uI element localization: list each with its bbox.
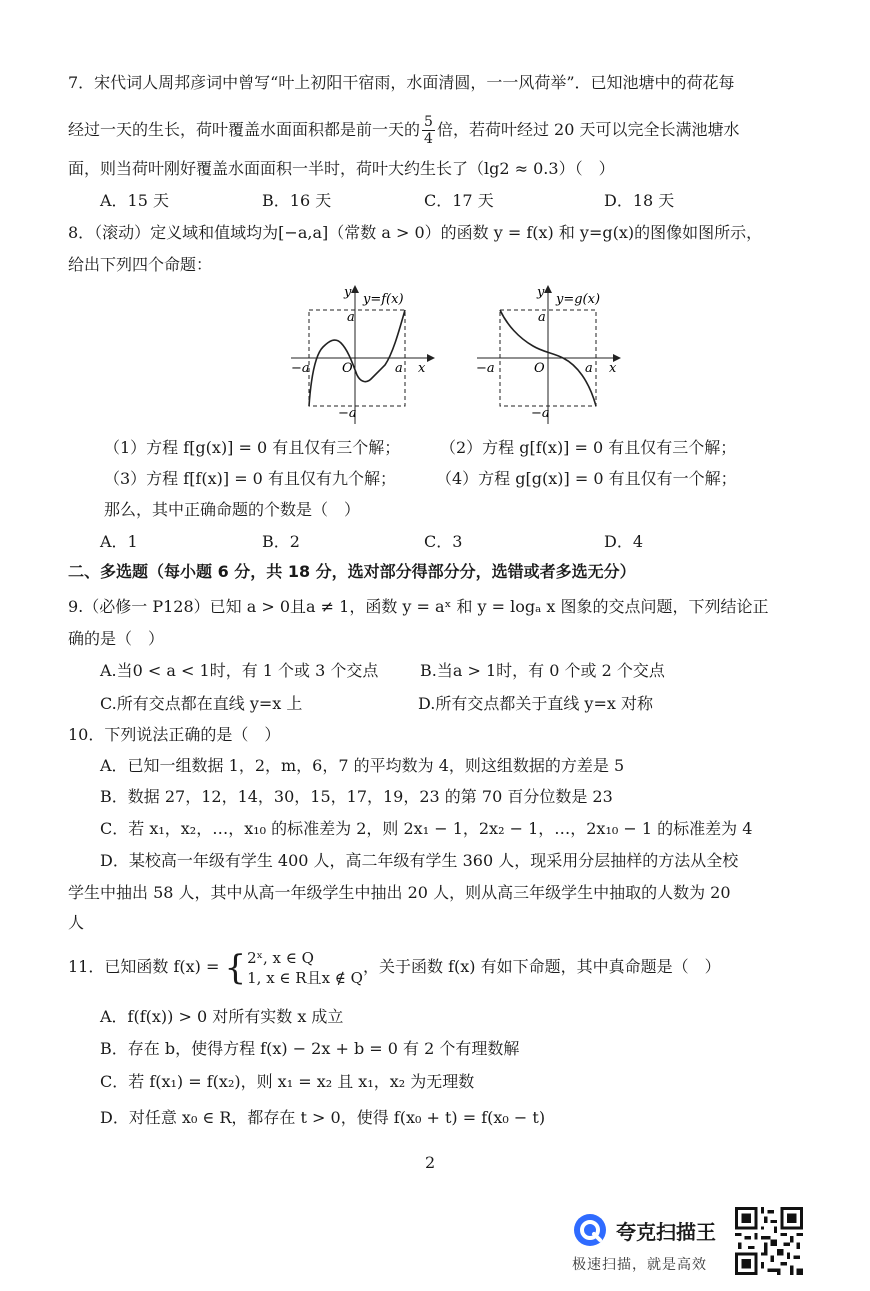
q10-option-d-line2: 学生中抽出 58 人，其中从高一年级学生中抽出 20 人，则从高三年级学生中抽取的人数为 20 bbox=[68, 883, 731, 902]
q8-proposition-4: （4）方程 g[g(x)] = 0 有且仅有一个解； bbox=[436, 469, 737, 488]
q9-option-c: C.所有交点都在直线 y=x 上 bbox=[100, 694, 303, 713]
graph-g-a-right: a bbox=[585, 361, 593, 376]
graph-f-y-arrow bbox=[351, 285, 359, 293]
graph-f-origin: O bbox=[342, 361, 353, 376]
graph-g-x-label: x bbox=[609, 361, 617, 376]
q8-line1: 8．（滚动）定义域和值域均为[−a,a]（常数 a > 0）的函数 y = f(x) 和 y=g(x)的图像如图所示， bbox=[68, 223, 763, 242]
graph-g-origin: O bbox=[534, 361, 545, 376]
q8-option-c: C．3 bbox=[424, 532, 463, 551]
graph-f-a-top: a bbox=[347, 310, 355, 325]
graph-f-y-label: y bbox=[344, 285, 352, 300]
brand-name: 夸克扫描王 bbox=[616, 1220, 716, 1244]
q11-tail: ，关于函数 f(x) 有如下命题，其中真命题是（ ） bbox=[362, 957, 721, 976]
q11-case-2: 1, x ∈ R且x ∉ Q bbox=[247, 968, 363, 987]
graph-g-y-label: y bbox=[537, 285, 545, 300]
q9-line2: 确的是（ ） bbox=[68, 629, 165, 648]
graph-f-x-arrow bbox=[427, 354, 435, 362]
graph-f-x-label: x bbox=[418, 361, 426, 376]
q11-lead: 11．已知函数 f(x) = bbox=[68, 957, 220, 976]
page-number: 2 bbox=[425, 1153, 436, 1172]
q8-option-b: B．2 bbox=[262, 532, 300, 551]
q11-stem bbox=[68, 947, 721, 988]
graph-g bbox=[473, 283, 623, 425]
graph-g-func-label: y=g(x) bbox=[556, 292, 601, 307]
brand-slogan: 极速扫描，就是高效 bbox=[572, 1257, 707, 1273]
graph-g-y-arrow bbox=[544, 285, 552, 293]
graph-g-neg-a-left: −a bbox=[476, 361, 495, 376]
q7-line2b: 倍，若荷叶经过 20 天可以完全长满池塘水 bbox=[436, 120, 740, 139]
q7-option-a: A．15 天 bbox=[100, 191, 170, 210]
q11-option-b: B．存在 b，使得方程 f(x) − 2x + b = 0 有 2 个有理数解 bbox=[100, 1039, 520, 1058]
q7-frac-num: 5 bbox=[424, 114, 433, 130]
q8-ask: 那么，其中正确命题的个数是（ ） bbox=[104, 500, 361, 519]
quark-logo-icon bbox=[572, 1212, 608, 1248]
q10-option-a: A．已知一组数据 1，2，m，6，7 的平均数为 4，则这组数据的方差是 5 bbox=[100, 756, 625, 775]
q11-option-d: D．对任意 x₀ ∈ R，都存在 t > 0，使得 f(x₀ + t) = f(x₀ − t) bbox=[100, 1108, 546, 1127]
q8-proposition-1: （1）方程 f[g(x)] = 0 有且仅有三个解； bbox=[104, 438, 401, 457]
q10-option-d-line1: D．某校高一年级有学生 400 人，高二年级有学生 360 人，现采用分层抽样的方法从全校 bbox=[100, 851, 739, 870]
q8-proposition-3: （3）方程 f[f(x)] = 0 有且仅有九个解； bbox=[104, 469, 396, 488]
graph-f-func-label: y=f(x) bbox=[363, 292, 404, 307]
q7-fraction bbox=[422, 114, 435, 147]
q9-option-d: D.所有交点都关于直线 y=x 对称 bbox=[418, 694, 653, 713]
q9-option-a: A.当0 < a < 1时，有 1 个或 3 个交点 bbox=[100, 661, 379, 680]
q8-option-d: D．4 bbox=[604, 532, 644, 551]
graph-f-a-right: a bbox=[395, 361, 403, 376]
q7-line3: 面，则当荷叶刚好覆盖水面面积一半时，荷叶大约生长了（lg2 ≈ 0.3）（ ） bbox=[68, 159, 615, 178]
q11-brace: { bbox=[224, 947, 247, 988]
q9-line1: 9.（必修一 P128）已知 a > 0且a ≠ 1，函数 y = aˣ 和 y = logₐ x 图象的交点问题，下列结论正 bbox=[68, 597, 769, 616]
q7-option-c: C．17 天 bbox=[424, 191, 494, 210]
q10-line1: 10．下列说法正确的是（ ） bbox=[68, 725, 281, 744]
q7-option-b: B．16 天 bbox=[262, 191, 332, 210]
q8-line2: 给出下列四个命题： bbox=[68, 255, 213, 274]
q11-case-1: 2ˣ, x ∈ Q bbox=[247, 948, 314, 967]
q8-proposition-2: （2）方程 g[f(x)] = 0 有且仅有三个解； bbox=[440, 438, 737, 457]
q11-option-a: A．f(f(x)) > 0 对所有实数 x 成立 bbox=[100, 1007, 344, 1026]
qr-code-icon bbox=[735, 1207, 803, 1275]
q10-option-d-line3: 人 bbox=[68, 913, 85, 932]
q7-line2a: 经过一天的生长，荷叶覆盖水面面积都是前一天的 bbox=[68, 120, 421, 139]
graph-g-neg-a-bottom: −a bbox=[531, 406, 550, 421]
graph-f-neg-a-left: −a bbox=[291, 361, 310, 376]
q7-option-d: D．18 天 bbox=[604, 191, 675, 210]
q11-cases bbox=[247, 948, 363, 988]
q7-line1: 7．宋代词人周邦彦词中曾写“叶上初阳干宿雨，水面清圆，一一风荷举”．已知池塘中的荷花每 bbox=[68, 73, 735, 92]
q7-frac-den: 4 bbox=[424, 131, 433, 147]
q11-option-c: C．若 f(x₁) = f(x₂)，则 x₁ = x₂ 且 x₁，x₂ 为无理数 bbox=[100, 1072, 475, 1091]
graph-f bbox=[285, 283, 435, 425]
q8-option-a: A．1 bbox=[100, 532, 138, 551]
graph-f-neg-a-bottom: −a bbox=[338, 406, 357, 421]
q10-option-c: C．若 x₁，x₂，…，x₁₀ 的标准差为 2，则 2x₁ − 1，2x₂ − 1，…，2x₁₀ − 1 的标准差为 4 bbox=[100, 819, 753, 838]
q9-option-b: B.当a > 1时，有 0 个或 2 个交点 bbox=[420, 661, 665, 680]
section-2-heading: 二、多选题（每小题 6 分，共 18 分，选对部分得部分分，选错或者多选无分） bbox=[68, 562, 636, 581]
graph-g-a-top: a bbox=[538, 310, 546, 325]
q10-option-b: B．数据 27，12，14，30，15，17，19，23 的第 70 百分位数是 23 bbox=[100, 787, 613, 806]
q7-line2 bbox=[68, 114, 739, 147]
